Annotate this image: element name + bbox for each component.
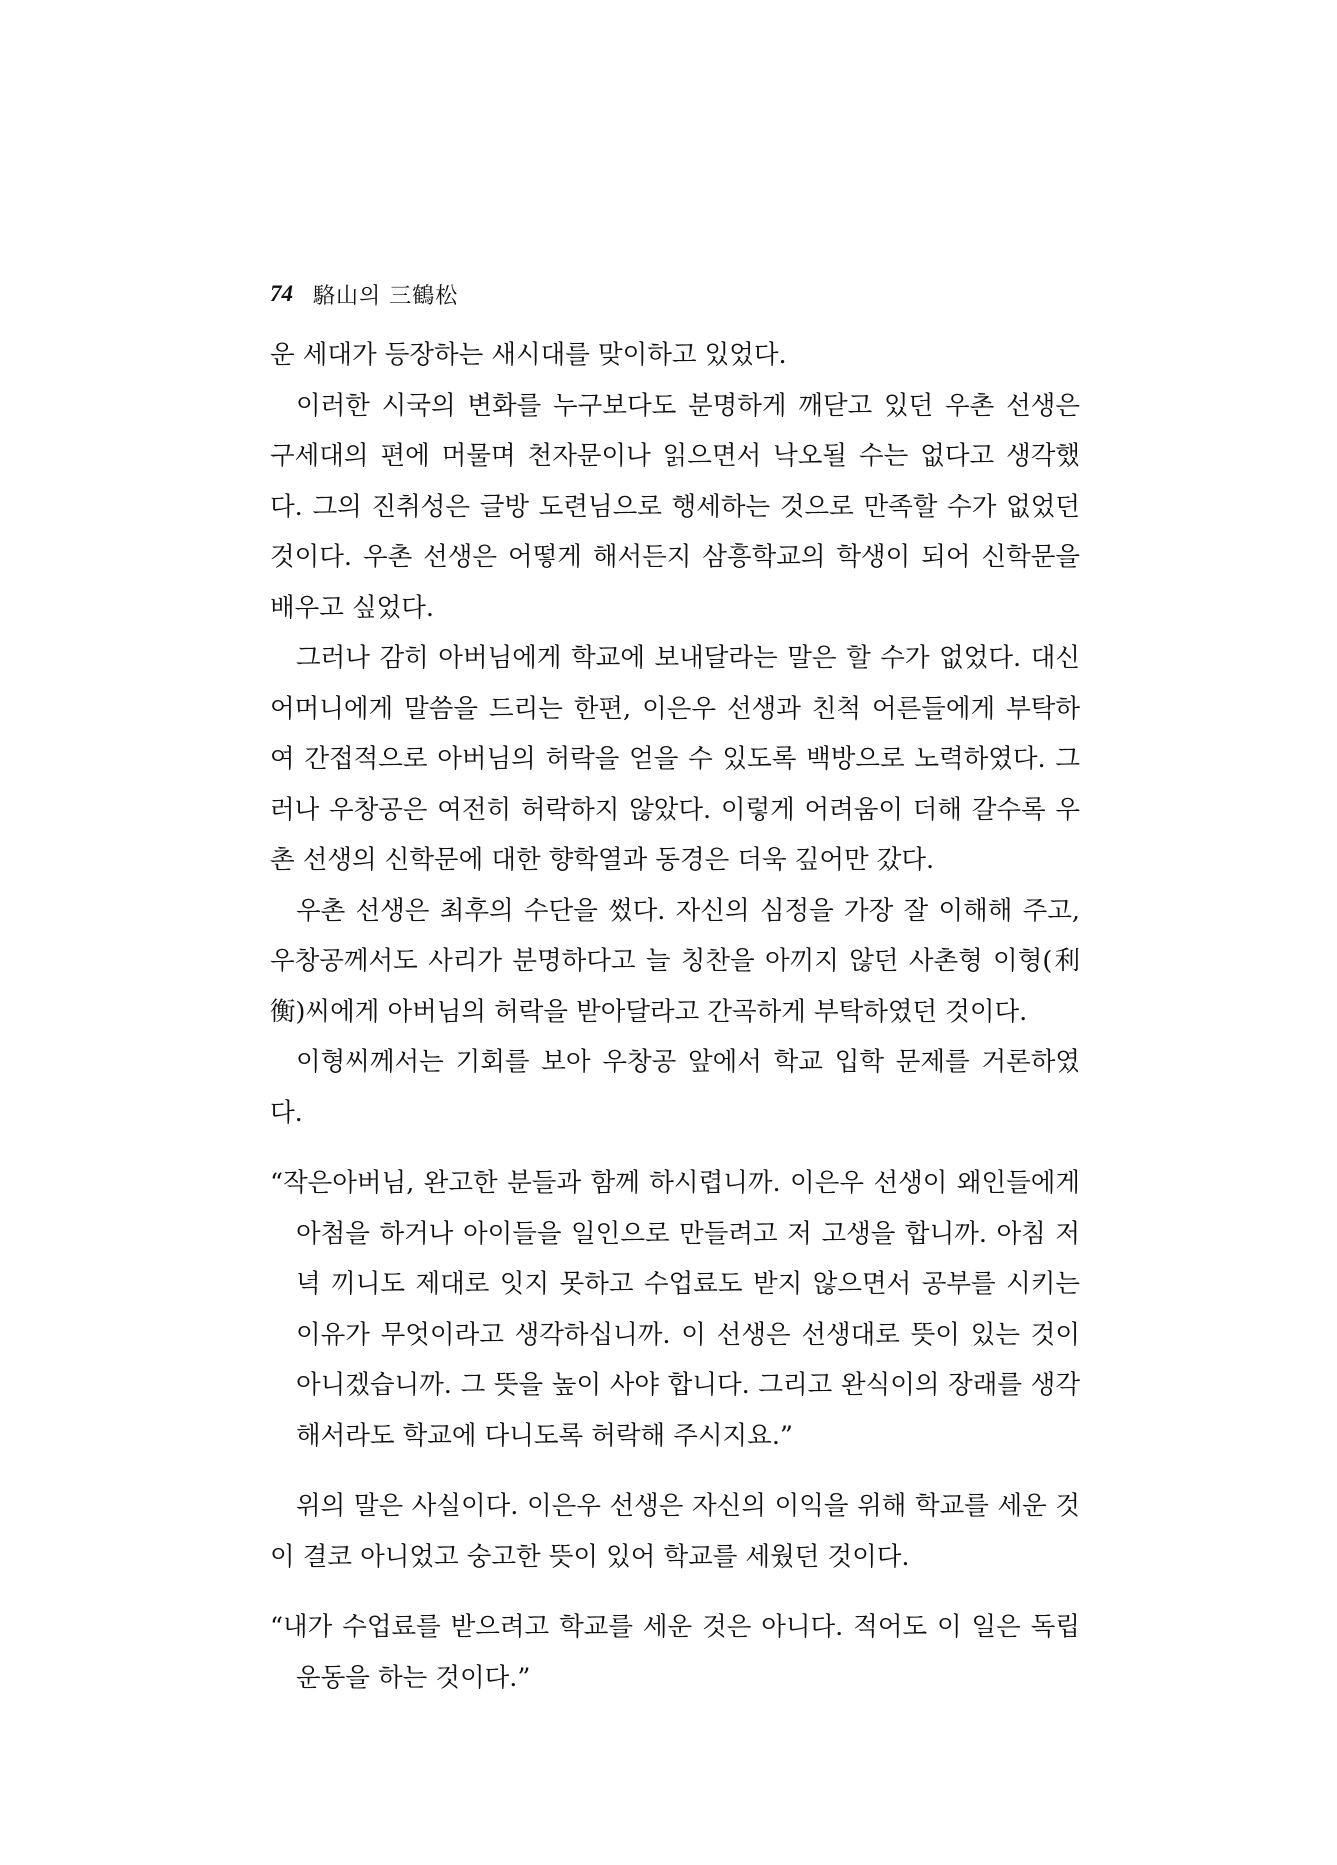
running-title: 駱山의 三鶴松 xyxy=(313,283,459,309)
paragraph-continuation: 운 세대가 등장하는 새시대를 맞이하고 있었다. xyxy=(270,340,787,370)
quotation: “내가 수업료를 받으려고 학교를 세운 것은 아니다. 적어도 이 일은 독립운동을 하는 것이다.” xyxy=(270,1612,1080,1693)
paragraph: 이형씨께서는 기회를 보아 우창공 앞에서 학교 입학 문제를 거론하였다. xyxy=(270,1047,1080,1128)
page-header xyxy=(270,276,458,312)
body-text xyxy=(270,330,1080,1703)
paragraph: 이러한 시국의 변화를 누구보다도 분명하게 깨닫고 있던 우촌 선생은 구세대의 편에 머물며 천자문이나 읽으면서 낙오될 수는 없다고 생각했다. 그의 진취성은 글방 도련님으로 행세하는 것으로 만족할 수가 없었던 것이다. 우촌 선생은 어떻게 해서든지 삼흥학교의 학생이 되어 신학문을 배우고 싶었다. xyxy=(270,390,1080,623)
page-number: 74 xyxy=(270,281,293,306)
paragraph: 그러나 감히 아버님에게 학교에 보내달라는 말은 할 수가 없었다. 대신 어머니에게 말씀을 드리는 한편, 이은우 선생과 친척 어른들에게 부탁하여 간접적으로 아버님의 허락을 얻을 수 있도록 백방으로 노력하였다. 그러나 우창공은 여전히 허락하지 않았다. 이렇게 어려움이 더해 갈수록 우촌 선생의 신학문에 대한 향학열과 동경은 더욱 깊어만 갔다. xyxy=(270,643,1080,875)
quotation: “작은아버님, 완고한 분들과 함께 하시렵니까. 이은우 선생이 왜인들에게 아첨을 하거나 아이들을 일인으로 만들려고 저 고생을 합니까. 아침 저녁 끼니도 제대로 잇지 못하고 수업료도 받지 않으면서 공부를 시키는 이유가 무엇이라고 생각하십니까. 이 선생은 선생대로 뜻이 있는 것이 아니겠습니까. 그 뜻을 높이 사야 합니다. 그리고 완식이의 장래를 생각해서라도 학교에 다니도록 허락해 주시지요.” xyxy=(270,1168,1080,1451)
paragraph: 우촌 선생은 최후의 수단을 썼다. 자신의 심정을 가장 잘 이해해 주고, 우창공께서도 사리가 분명하다고 늘 칭찬을 아끼지 않던 사촌형 이형(利衡)씨에게 아버님의 허락을 받아달라고 간곡하게 부탁하였던 것이다. xyxy=(270,895,1080,1027)
paragraph: 위의 말은 사실이다. 이은우 선생은 자신의 이익을 위해 학교를 세운 것이 결코 아니었고 숭고한 뜻이 있어 학교를 세웠던 것이다. xyxy=(270,1491,1080,1572)
